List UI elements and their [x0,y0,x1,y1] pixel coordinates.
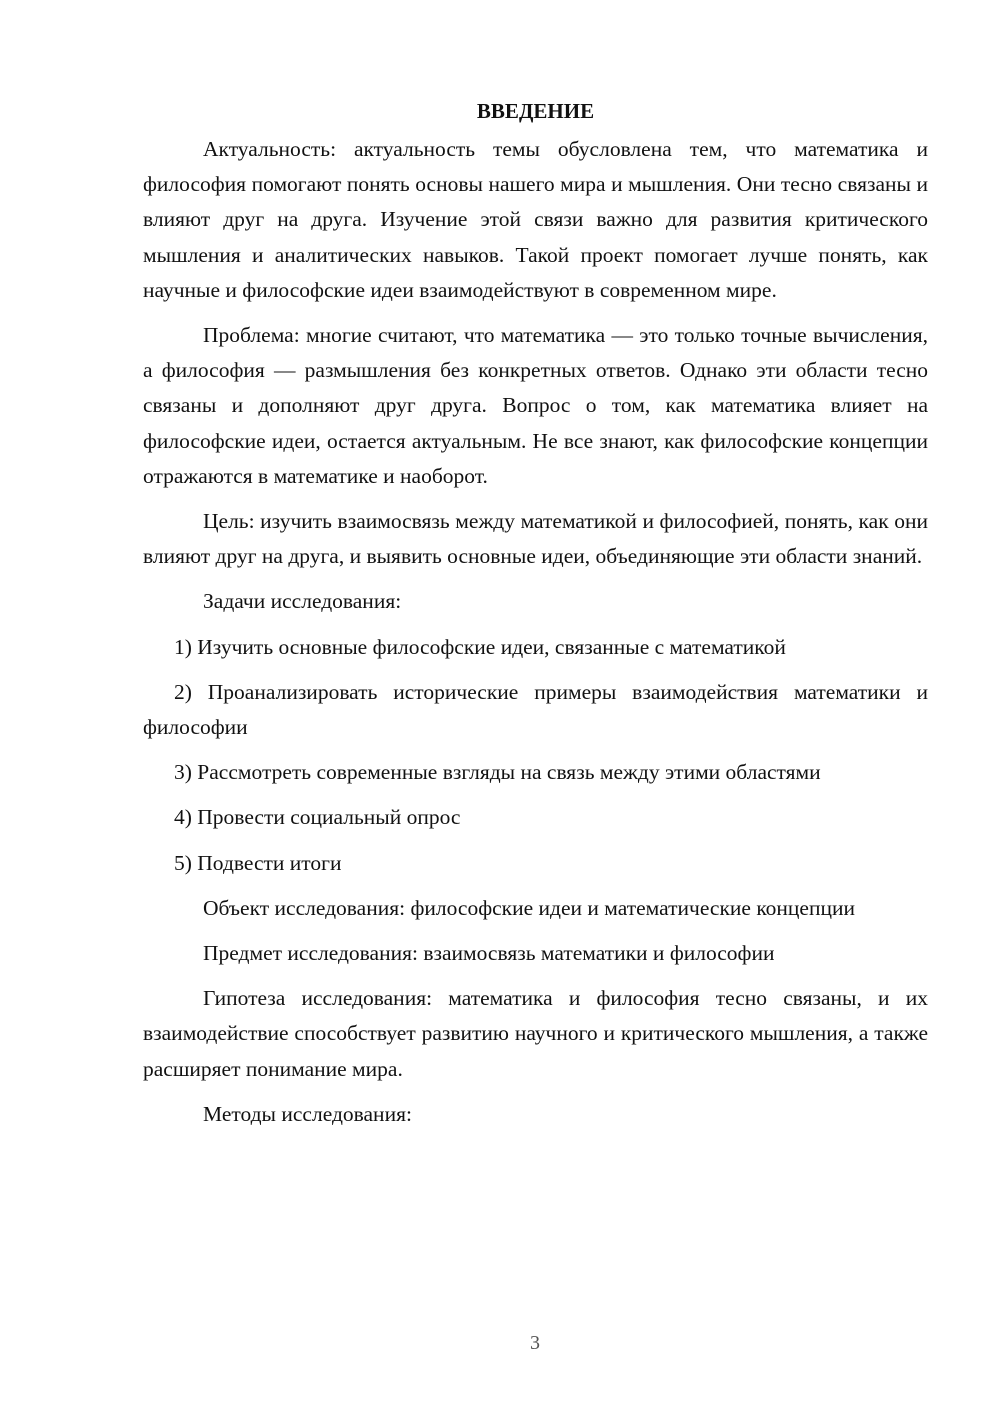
document-page [143,92,928,1142]
tasks-heading: Задачи исследования: [203,589,402,614]
hypothesis-paragraph: Гипотеза исследования: математика и философия тесно связаны, и их взаимодействие способствует развитию научного и критического мышления, а также расширяет понимание мира. [143,986,928,1081]
task-item: 1) Изучить основные философские идеи, связанные с математикой [174,634,786,659]
research-object-paragraph: Объект исследования: философские идеи и математические концепции [203,895,856,920]
section-title: ВВЕДЕНИЕ [476,99,595,123]
task-item: 3) Рассмотреть современные взгляды на связь между этими областями [174,760,821,785]
methods-heading: Методы исследования: [203,1101,412,1126]
problem-paragraph: Проблема: многие считают, что математика — это только точные вычисления, а философия — размышления без конкретных ответов. Однако эти области тесно связаны и дополняют друг друга. Вопрос о том, как математика влияет на философские идеи, остается актуальным. Не все знают, как философские концепции отражаются в математике и наоборот. [143,323,928,488]
goal-paragraph: Цель: изучить взаимосвязь между математикой и философией, понять, как они влияют друг на друга, и выявить основные идеи, объединяющие эти области знаний. [143,509,928,569]
task-item: 5) Подвести итоги [174,850,342,875]
task-item: 4) Провести социальный опрос [174,805,461,830]
research-subject-paragraph: Предмет исследования: взаимосвязь математики и философии [203,941,775,966]
page-number: 3 [530,1332,540,1354]
task-item: 2) Проанализировать исторические примеры взаимодействия математики и философии [143,679,928,740]
relevance-paragraph: Актуальность: актуальность темы обусловлена тем, что математика и философия помогают понять основы нашего мира и мышления. Они тесно связаны и влияют друг на друга. Изучение этой связи важно для развития критического мышления и аналитических навыков. Такой проект помогает лучше понять, как научные и философские идеи взаимодействуют в современном мире. [143,137,928,302]
